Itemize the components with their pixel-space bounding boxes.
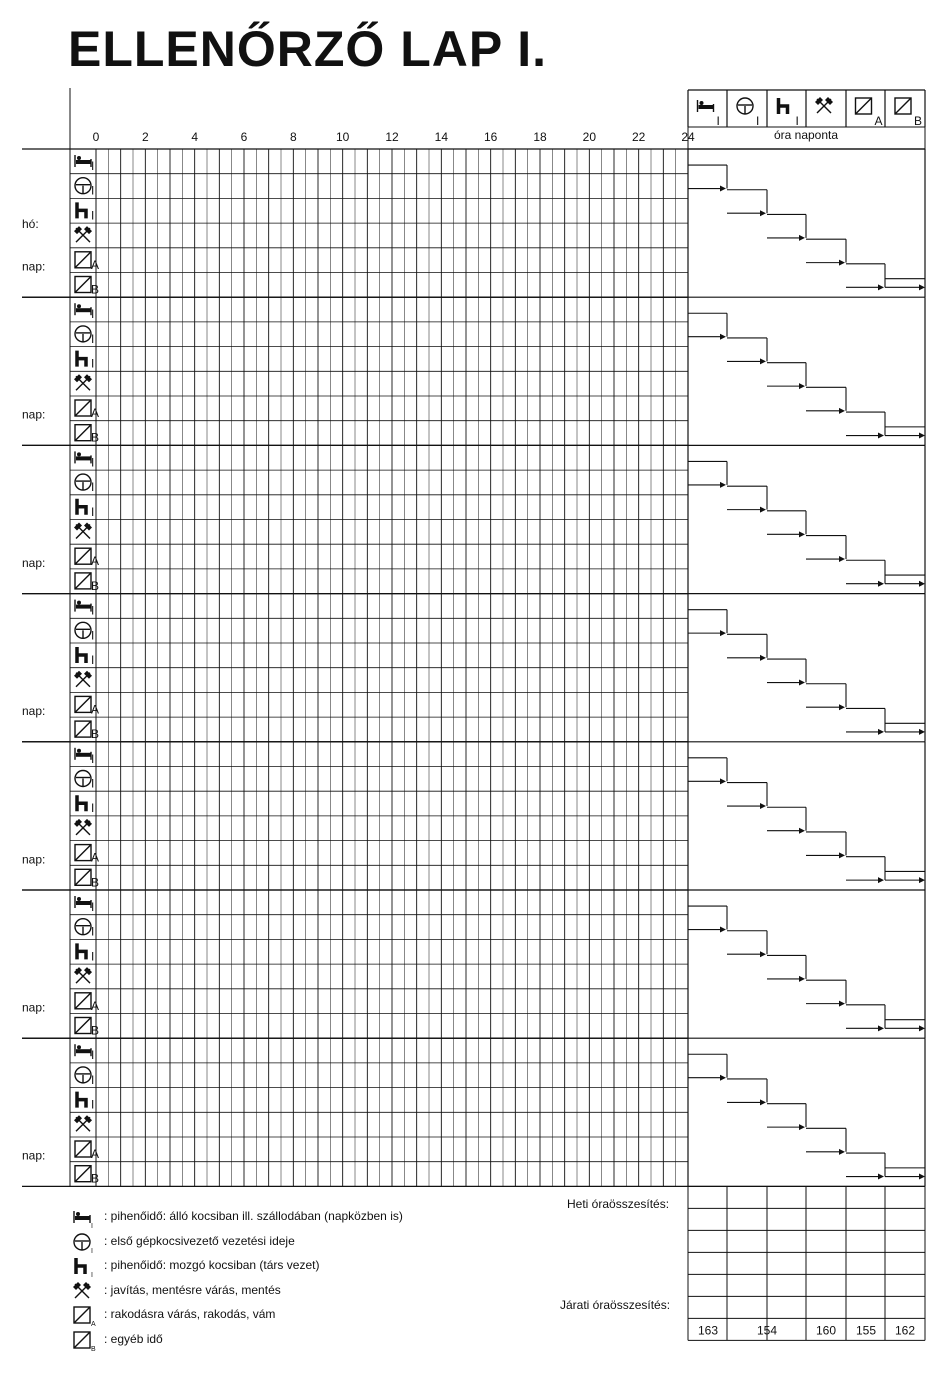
row-subscript: B	[91, 727, 100, 742]
hour-tick-label: 20	[582, 130, 597, 144]
stair-arrow-head	[760, 1099, 766, 1105]
page-title: ELLENŐRZŐ LAP I.	[68, 21, 547, 77]
svg-text:A: A	[91, 1321, 96, 1328]
row-subscript: I	[91, 801, 95, 816]
total-value: 154	[756, 1323, 778, 1338]
header-subscript: I	[716, 114, 720, 128]
row-subscript: I	[91, 307, 95, 322]
stair-arrow-head	[799, 976, 805, 982]
day-label: nap:	[22, 704, 46, 719]
stair-arrow-head	[720, 630, 726, 636]
total-value: 162	[894, 1323, 916, 1338]
stair-arrow-head	[720, 778, 726, 784]
steering-wheel-icon	[72, 1232, 102, 1254]
stair-arrow-head	[839, 408, 845, 414]
hour-tick-label: 24	[681, 130, 695, 144]
row-subscript: I	[91, 331, 95, 346]
hour-tick-label: 6	[240, 130, 248, 144]
row-subscript: A	[91, 1147, 100, 1161]
legend-text: : pihenőidő: álló kocsiban ill. szállodában (napközben is)	[104, 1209, 403, 1223]
bed-icon	[75, 303, 91, 315]
box-a-icon	[74, 1307, 90, 1323]
svg-text:B: B	[91, 1346, 96, 1352]
steering-wheel-icon	[75, 622, 91, 638]
steering-wheel-icon	[74, 1234, 90, 1250]
day-label: nap:	[22, 407, 46, 422]
day-label: nap:	[22, 259, 46, 274]
repair-tools-icon	[74, 523, 92, 539]
legend-text: : pihenőidő: mozgó kocsiban (társ vezet)	[104, 1258, 320, 1273]
svg-text:I: I	[91, 1247, 93, 1254]
legend-item	[72, 1305, 492, 1327]
hour-tick-label: 10	[335, 130, 350, 144]
day-label: nap:	[22, 1000, 46, 1015]
rest-h-icon	[77, 351, 86, 367]
legend-item	[72, 1281, 492, 1303]
box-b-icon	[72, 1330, 102, 1352]
row-subscript: A	[91, 257, 100, 272]
stair-arrow-head	[839, 260, 845, 266]
stair-arrow-head	[878, 433, 884, 439]
row-subscript: I	[91, 183, 95, 198]
rest-h-icon	[76, 1258, 85, 1274]
repair-tools-icon	[815, 97, 833, 113]
box-b-icon	[75, 1166, 91, 1182]
stair-arrow-head	[760, 655, 766, 661]
bed-icon	[75, 600, 91, 612]
bed-icon	[75, 1044, 91, 1056]
stair-arrow-head	[839, 1001, 845, 1007]
stair-arrow-head	[799, 680, 805, 686]
stair-arrow-head	[720, 482, 726, 488]
box-b-icon	[75, 277, 91, 293]
hour-tick-label: 22	[631, 130, 646, 144]
repair-tools-icon	[74, 671, 92, 687]
row-subscript: I	[91, 208, 95, 223]
rest-h-icon	[77, 499, 86, 515]
day-label: nap:	[22, 1148, 46, 1163]
box-a-icon	[75, 993, 91, 1009]
repair-tools-icon	[73, 1282, 91, 1298]
stair-arrow-head	[839, 852, 845, 858]
steering-wheel-icon	[75, 1067, 91, 1083]
row-subscript: I	[91, 480, 95, 495]
bed-icon	[75, 155, 91, 167]
stair-arrow-head	[799, 828, 805, 834]
stair-arrow-head	[878, 1174, 884, 1180]
legend-text: : első gépkocsivezető vezetési ideje	[104, 1233, 295, 1248]
month-label: hó:	[22, 217, 39, 232]
rest-h-icon	[77, 795, 86, 811]
row-subscript: B	[91, 578, 100, 593]
row-subscript: B	[91, 875, 100, 890]
stair-arrow-head	[919, 729, 925, 735]
row-subscript: I	[91, 159, 95, 173]
box-b-icon	[75, 425, 91, 441]
hour-tick-label: 8	[289, 130, 297, 144]
stair-arrow-head	[720, 927, 726, 933]
legend-item	[72, 1330, 492, 1352]
hour-tick-label: 4	[191, 130, 199, 144]
stair-arrow-head	[878, 284, 884, 290]
stair-arrow-head	[760, 803, 766, 809]
row-subscript: A	[91, 554, 100, 569]
stair-arrow-head	[720, 334, 726, 340]
rest-h-icon	[77, 943, 86, 959]
legend-text: : egyéb idő	[104, 1332, 163, 1346]
legend-item	[72, 1256, 492, 1278]
header-subscript: I	[756, 114, 760, 128]
header-subscript: A	[874, 114, 883, 128]
svg-text:I: I	[91, 1223, 93, 1229]
row-subscript: A	[91, 406, 100, 420]
box-a-icon	[75, 548, 91, 564]
box-a-icon	[75, 400, 91, 416]
hour-tick-label: 14	[434, 130, 449, 144]
row-subscript: I	[91, 1048, 95, 1063]
row-subscript: A	[91, 702, 100, 717]
repair-tools-icon	[74, 374, 92, 390]
stair-arrow-head	[839, 556, 845, 562]
stair-arrow-head	[799, 383, 805, 389]
legend-text: : rakodásra várás, rakodás, vám	[104, 1307, 276, 1322]
stair-arrow-head	[839, 1149, 845, 1155]
box-a-icon	[75, 1141, 91, 1157]
stair-arrow-head	[919, 1174, 925, 1180]
stair-arrow-head	[720, 1075, 726, 1081]
repair-tools-icon	[74, 967, 92, 983]
row-subscript: B	[91, 1023, 100, 1038]
box-b-icon	[895, 98, 911, 114]
stair-arrow-head	[760, 951, 766, 957]
total-value: 160	[815, 1323, 837, 1338]
header-subscript: I	[795, 114, 799, 128]
box-b-icon	[75, 1018, 91, 1034]
repair-tools-icon	[72, 1281, 102, 1303]
row-subscript: A	[91, 998, 100, 1013]
row-subscript: I	[91, 949, 95, 964]
stair-arrow-head	[799, 235, 805, 241]
stair-arrow-head	[878, 729, 884, 735]
steering-wheel-icon	[75, 178, 91, 194]
steering-wheel-icon	[75, 474, 91, 490]
weekly-total-label: Heti óraösszesítés:	[567, 1197, 670, 1211]
row-subscript: I	[91, 1072, 95, 1087]
total-value: 155	[855, 1323, 877, 1338]
stair-arrow-head	[919, 877, 925, 883]
hour-tick-label: 0	[92, 130, 100, 144]
steering-wheel-icon	[75, 326, 91, 342]
box-a-icon	[75, 696, 91, 712]
row-subscript: I	[91, 628, 95, 643]
bed-icon	[75, 896, 91, 908]
legend-item	[72, 1232, 492, 1254]
box-b-icon	[75, 573, 91, 589]
hour-tick-label: 16	[483, 130, 498, 144]
row-subscript: I	[91, 776, 95, 791]
stair-arrow-head	[919, 284, 925, 290]
stair-arrow-head	[799, 531, 805, 537]
stair-arrow-head	[760, 210, 766, 216]
stair-arrow-head	[720, 186, 726, 192]
row-subscript: I	[91, 900, 95, 914]
header-subscript: B	[914, 114, 923, 128]
stair-arrow-head	[799, 1124, 805, 1130]
bed-icon	[75, 748, 91, 760]
steering-wheel-icon	[737, 98, 753, 114]
row-subscript: I	[91, 504, 95, 519]
row-subscript: A	[91, 850, 100, 865]
bed-icon	[698, 100, 714, 112]
row-subscript: B	[91, 1171, 100, 1186]
row-subscript: I	[91, 924, 95, 939]
box-b-icon	[75, 869, 91, 885]
row-subscript: B	[91, 430, 100, 445]
bed-icon	[74, 1211, 90, 1223]
row-subscript: I	[91, 1097, 95, 1112]
day-label: nap:	[22, 555, 46, 570]
box-a-icon	[75, 252, 91, 268]
rest-h-icon	[77, 1092, 86, 1108]
rest-h-icon	[72, 1256, 102, 1278]
box-b-icon	[74, 1332, 90, 1348]
legend-text: : javítás, mentésre várás, mentés	[104, 1282, 281, 1297]
rest-h-icon	[77, 647, 86, 663]
daily-header-label: óra naponta	[773, 128, 839, 142]
total-value: 163	[697, 1323, 719, 1338]
row-subscript: I	[91, 356, 95, 371]
stair-arrow-head	[760, 507, 766, 513]
row-subscript: I	[91, 603, 95, 618]
rest-h-icon	[77, 202, 86, 218]
bed-icon	[72, 1207, 102, 1229]
hour-tick-label: 18	[533, 130, 547, 144]
hour-tick-label: 2	[141, 130, 149, 144]
box-a-icon	[856, 98, 872, 114]
stair-arrow-head	[919, 433, 925, 439]
stair-arrow-head	[878, 877, 884, 883]
box-a-icon	[75, 845, 91, 861]
hour-tick-label: 12	[385, 130, 399, 144]
row-subscript: I	[91, 751, 95, 766]
repair-tools-icon	[74, 226, 92, 242]
stair-arrow-head	[839, 704, 845, 710]
trip-total-label: Járati óraösszesítés:	[560, 1298, 671, 1312]
stair-arrow-head	[919, 581, 925, 587]
steering-wheel-icon	[75, 771, 91, 787]
row-subscript: B	[91, 282, 100, 297]
row-subscript: I	[91, 455, 95, 470]
legend-item	[72, 1207, 492, 1229]
stair-arrow-head	[878, 1025, 884, 1031]
rest-h-icon	[779, 98, 788, 114]
row-subscript: I	[91, 653, 95, 667]
bed-icon	[75, 451, 91, 463]
repair-tools-icon	[74, 1115, 92, 1131]
repair-tools-icon	[74, 819, 92, 835]
stair-arrow-head	[760, 358, 766, 364]
svg-text:I: I	[91, 1272, 93, 1279]
day-label: nap:	[22, 852, 46, 867]
box-a-icon	[72, 1305, 102, 1327]
stair-arrow-head	[878, 581, 884, 587]
box-b-icon	[75, 721, 91, 737]
steering-wheel-icon	[75, 919, 91, 935]
stair-arrow-head	[919, 1025, 925, 1031]
